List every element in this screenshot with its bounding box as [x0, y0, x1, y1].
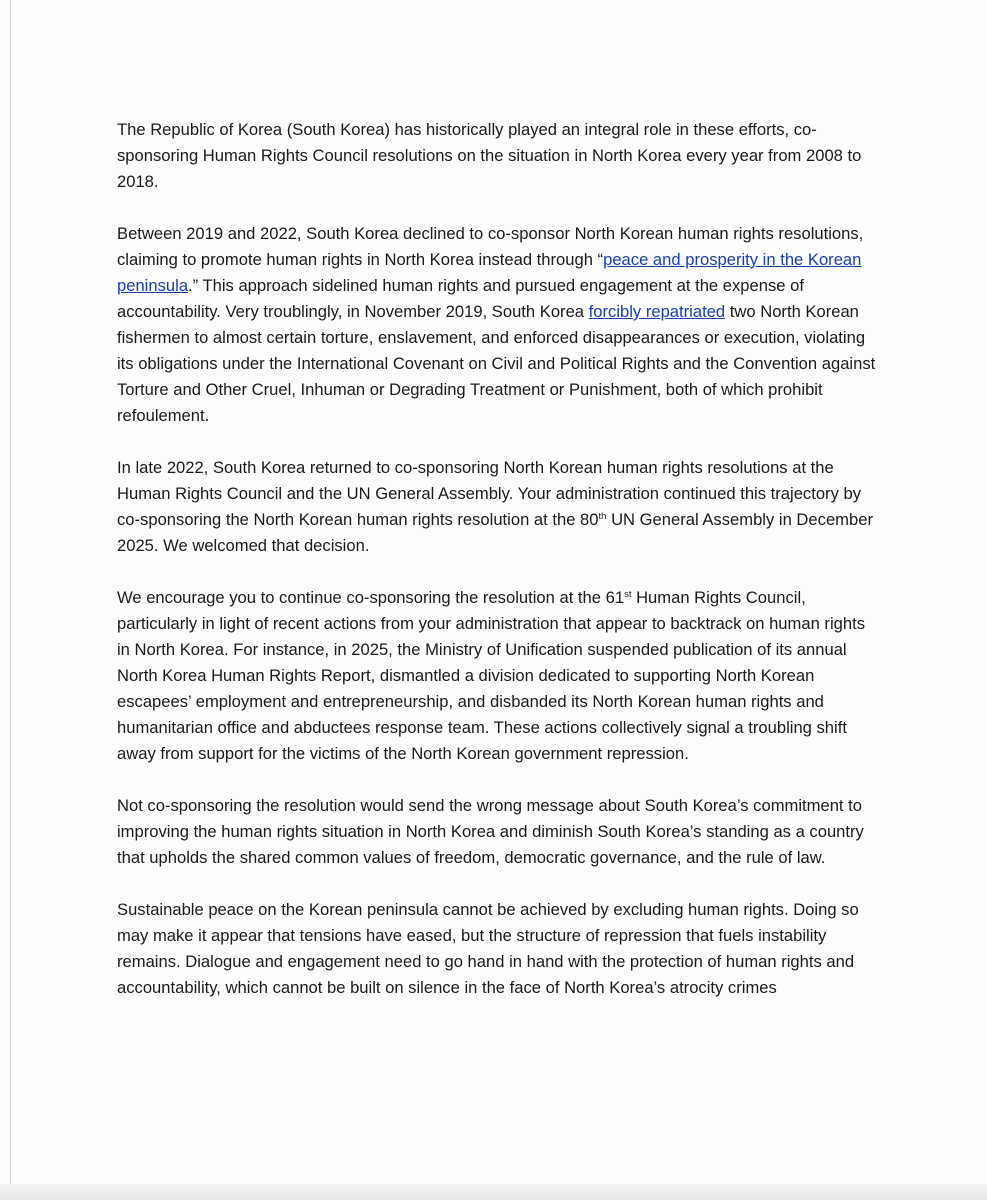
letter-body: [117, 117, 877, 1027]
paragraph-text: .” This approach sidelined human rights and pursued engagement at the expense of accountability. Very troublingly, in November 2019, South Korea: [117, 276, 804, 321]
paragraph-text: Sustainable peace on the Korean peninsula cannot be achieved by excluding human rights. Doing so may make it appear that tensions have eased, but the structure of repression that fuels instability remains. Dialogue and engagement need to go hand in hand with the protection of human rights and accountability, which cannot be built on silence in the face of North Korea’s atrocity crimes: [117, 900, 859, 997]
paragraph-encourage: [117, 585, 877, 767]
paragraph-sustainable-peace: [117, 897, 877, 1001]
peace-and-prosperity-link[interactable]: peace and prosperity in the Korean peninsula: [117, 250, 862, 295]
paragraph-south-korea-role: [117, 117, 877, 195]
forcibly-repatriated-link[interactable]: forcibly repatriated: [588, 302, 726, 321]
paragraph-text: UN General Assembly in December 2025. We welcomed that decision.: [117, 510, 873, 555]
page-bottom-edge: [0, 1184, 987, 1200]
paragraph-text: We encourage you to continue co-sponsoring the resolution at the 61: [117, 588, 625, 607]
paragraph-text: Not co-sponsoring the resolution would send the wrong message about South Korea’s commitment to improving the human rights situation in North Korea and diminish South Korea’s standing as a country that upholds the shared common values of freedom, democratic governance, and the rule of law.: [117, 796, 864, 867]
paragraph-not-co-sponsoring: [117, 793, 877, 871]
page-left-edge: [10, 0, 11, 1200]
paragraph-text: The Republic of Korea (South Korea) has historically played an integral role in these efforts, co-sponsoring Human Rights Council resolutions on the situation in North Korea every year from 2008 to 2018.: [117, 120, 862, 191]
paragraph-text: two North Korean fishermen to almost certain torture, enslavement, and enforced disappearances or execution, violating its obligations under the International Covenant on Civil and Political Rights and the Convention against Torture and Other Cruel, Inhuman or Degrading Treatment or Punishment, both of which prohibit refoulement.: [117, 302, 876, 425]
paragraph-text: Human Rights Council, particularly in light of recent actions from your administration that appear to backtrack on human rights in North Korea. For instance, in 2025, the Ministry of Unification suspended publication of its annual North Korea Human Rights Report, dismantled a division dedicated to supporting North Korean escapees’ employment and entrepreneurship, and disbanded its North Korean human rights and humanitarian office and abductees response team. These actions collectively signal a troubling shift away from support for the victims of the North Korean government repression.: [117, 588, 866, 763]
ordinal-superscript: th: [598, 511, 607, 522]
paragraph-text: Between 2019 and 2022, South Korea declined to co-sponsor North Korean human rights resolutions, claiming to promote human rights in North Korea instead through “: [117, 224, 864, 269]
paragraph-late-2022: [117, 455, 877, 559]
paragraph-text: In late 2022, South Korea returned to co-sponsoring North Korean human rights resolutions at the Human Rights Council and the UN General Assembly. Your administration continued this trajectory by co-sponsoring the North Korean human rights resolution at the 80: [117, 458, 862, 529]
ordinal-superscript: st: [624, 589, 632, 600]
paragraph-2019-2022: [117, 221, 877, 429]
